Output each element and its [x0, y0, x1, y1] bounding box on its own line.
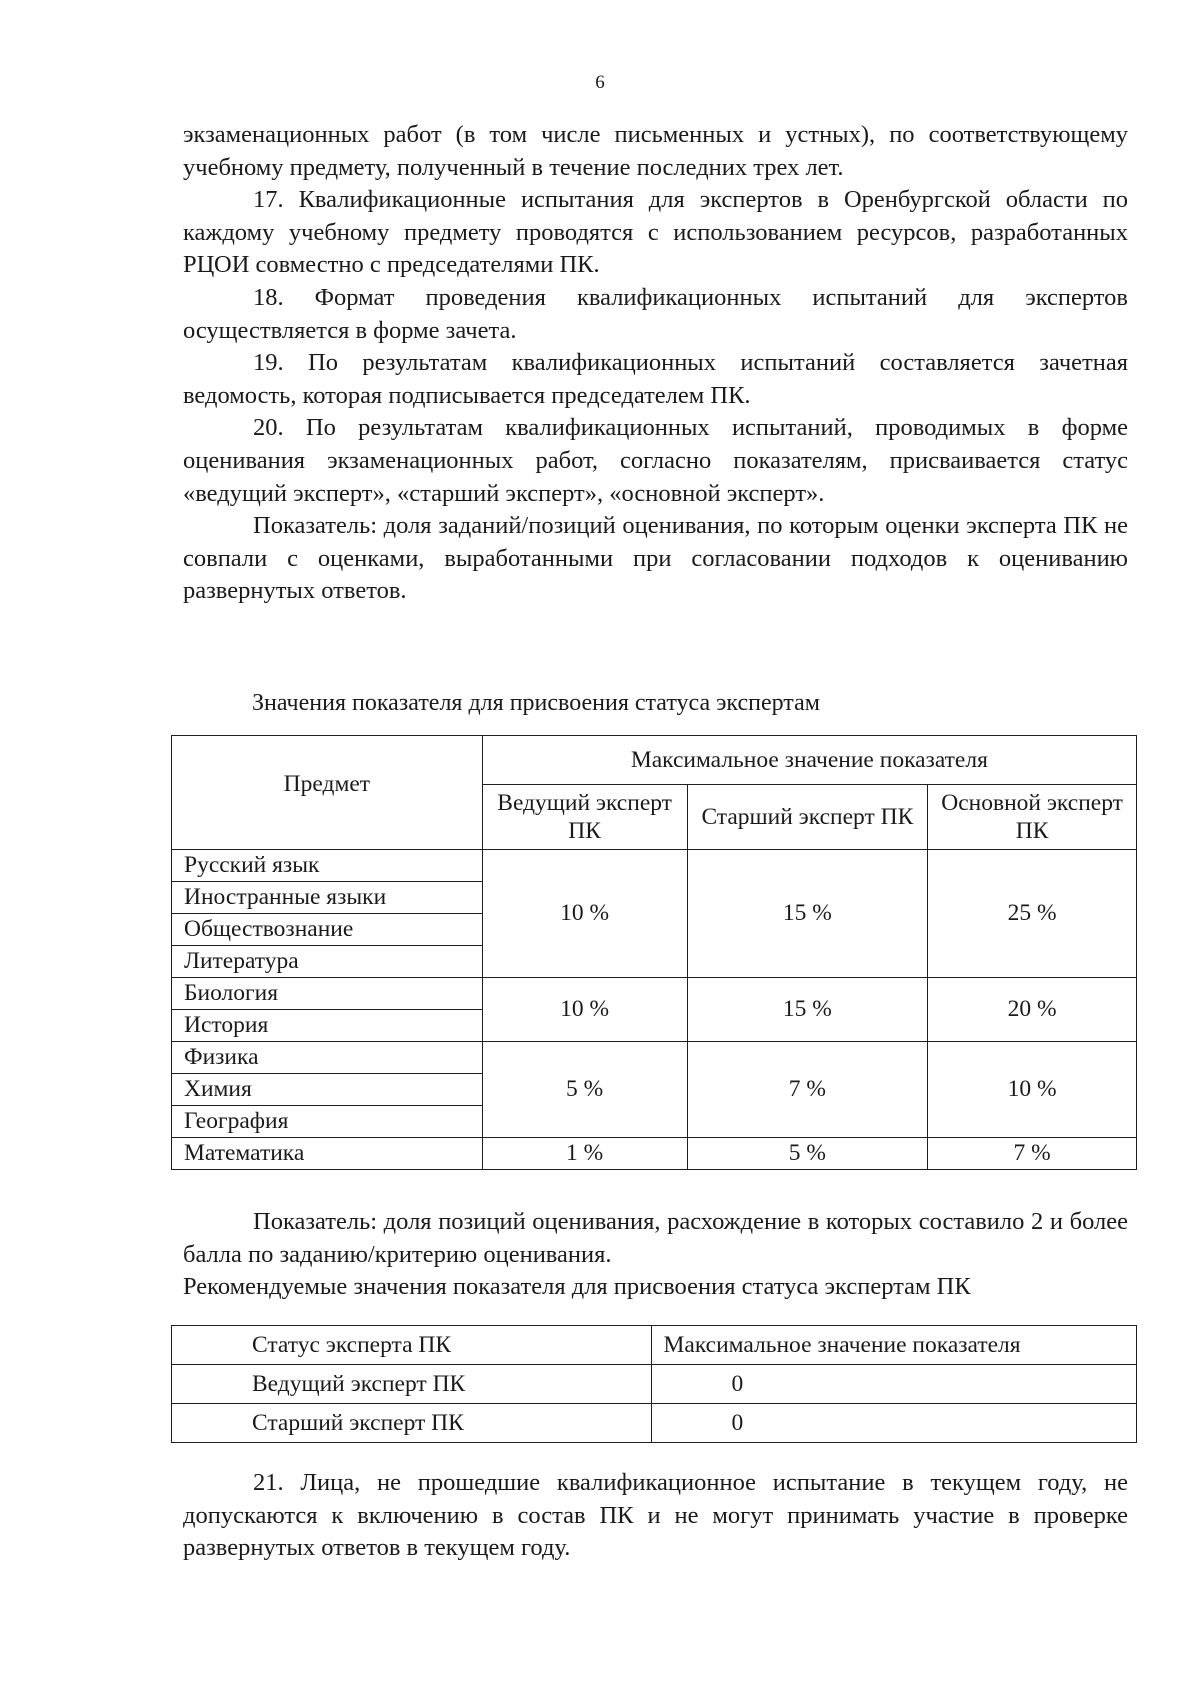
paragraph-18: 18. Формат проведения квалификационных испытаний для экспертов осуществляется в форме зачета.: [183, 283, 1128, 344]
subject-cell: История: [172, 1010, 483, 1042]
paragraph-21-block: [183, 1467, 1128, 1565]
value-cell: 0: [651, 1404, 1137, 1443]
indicator-2-text: Показатель: доля позиций оценивания, расхождение в которых составило 2 и более балла по заданию/критерию оценивания.: [183, 1208, 1128, 1268]
value-senior: 15 %: [687, 850, 928, 978]
subject-cell: Химия: [172, 1074, 483, 1106]
status-threshold-table: [171, 1325, 1137, 1443]
value-lead: 10 %: [482, 978, 687, 1042]
value-senior: 5 %: [687, 1138, 928, 1170]
table2-caption: Рекомендуемые значения показателя для присвоения статуса экспертам ПК: [183, 1273, 971, 1301]
status-cell: Старший эксперт ПК: [172, 1404, 652, 1443]
value-lead: 10 %: [482, 850, 687, 978]
header-senior-expert: Старший эксперт ПК: [687, 785, 928, 850]
header-max-value: Максимальное значение показателя: [482, 736, 1136, 785]
subject-cell: Физика: [172, 1042, 483, 1074]
status-cell: Ведущий эксперт ПК: [172, 1365, 652, 1404]
value-main: 10 %: [928, 1042, 1137, 1138]
paragraph-19: 19. По результатам квалификационных испытаний составляется зачетная ведомость, которая подписывается председателем ПК.: [183, 349, 1128, 409]
paragraph: экзаменационных работ (в том числе письменных и устных), по соответствующему учебному предмету, полученный в течение последних трех лет.: [183, 121, 1128, 181]
subject-cell: Иностранные языки: [172, 882, 483, 914]
subject-cell: Обществознание: [172, 914, 483, 946]
value-main: 7 %: [928, 1138, 1137, 1170]
header-lead-expert: Ведущий эксперт ПК: [482, 785, 687, 850]
page-number: 6: [595, 72, 605, 93]
subject-cell: Математика: [172, 1138, 483, 1170]
value-lead: 5 %: [482, 1042, 687, 1138]
header-status: Статус эксперта ПК: [172, 1326, 652, 1365]
subject-cell: Биология: [172, 978, 483, 1010]
table1-caption: Значения показателя для присвоения статуса экспертам: [252, 690, 820, 716]
header-subject: Предмет: [172, 736, 483, 850]
indicator-2-block: [183, 1206, 1128, 1304]
paragraph-17: 17. Квалификационные испытания для экспертов в Оренбургской области по каждому учебному предмету проводятся с использованием ресурсов, разработанных РЦОИ совместно с председателями ПК.: [183, 186, 1128, 279]
paragraph-21: 21. Лица, не прошедшие квалификационное испытание в текущем году, не допускаются к включению в состав ПК и не могут принимать участие в проверке развернутых ответов в текущем году.: [183, 1469, 1128, 1562]
value-senior: 7 %: [687, 1042, 928, 1138]
value-main: 20 %: [928, 978, 1137, 1042]
subject-cell: География: [172, 1106, 483, 1138]
value-lead: 1 %: [482, 1138, 687, 1170]
header-main-expert: Основной эксперт ПК: [928, 785, 1137, 850]
value-main: 25 %: [928, 850, 1137, 978]
subject-cell: Литература: [172, 946, 483, 978]
header-max-value: Максимальное значение показателя: [651, 1326, 1137, 1365]
value-cell: 0: [651, 1365, 1137, 1404]
subject-cell: Русский язык: [172, 850, 483, 882]
value-senior: 15 %: [687, 978, 928, 1042]
expert-status-table: [171, 735, 1137, 1170]
indicator-1-text: Показатель: доля заданий/позиций оценивания, по которым оценки эксперта ПК не совпали с оценками, выработанными при согласовании подходов к оцениванию развернутых ответов.: [183, 512, 1128, 605]
paragraph-20: 20. По результатам квалификационных испытаний, проводимых в форме оценивания экзаменационных работ, согласно показателям, присваивается статус «ведущий эксперт», «старший эксперт», «основной эксперт».: [183, 414, 1128, 507]
body-text: [183, 119, 1128, 608]
